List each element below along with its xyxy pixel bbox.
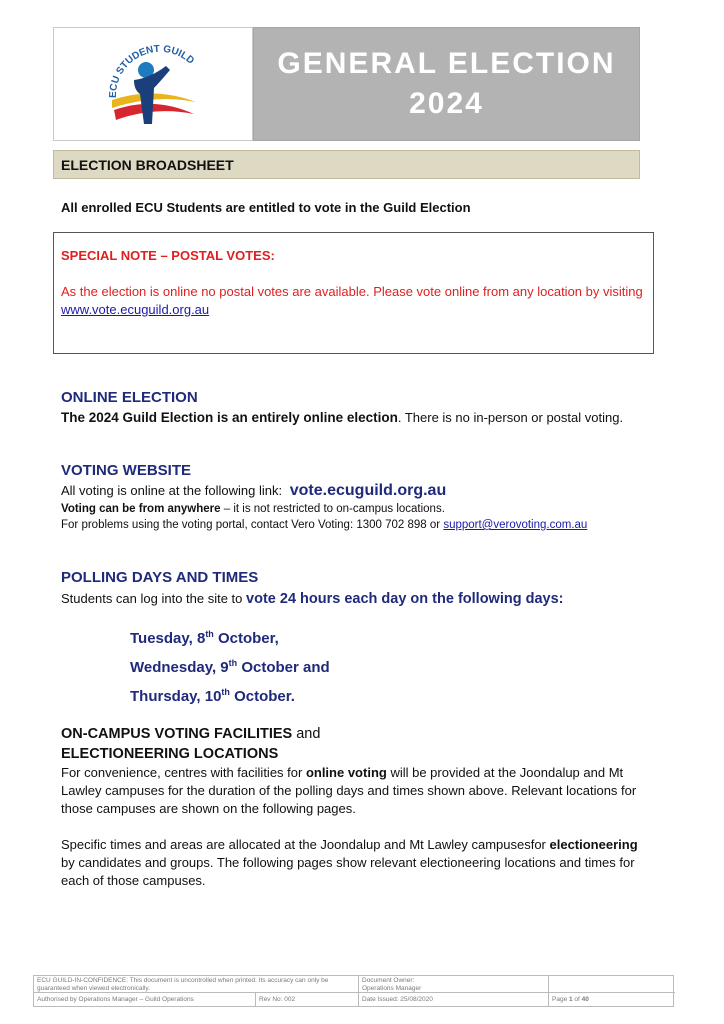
oncampus-para2: Specific times and areas are allocated at the Joondalup and Mt Lawley campusesfor electioneering by candidates and groups. The following pages show relevant electioneering locations and times for each of those campuses. — [61, 837, 638, 888]
special-note-body: As the election is online no postal votes are available. Please vote online from any location by visiting — [61, 284, 643, 299]
footer-issued: Date Issued: 25/08/2020 — [359, 992, 549, 1007]
online-election-bold: The 2024 Guild Election is an entirely online election — [61, 410, 398, 425]
online-election-heading: ONLINE ELECTION — [61, 389, 198, 406]
ecu-guild-logo — [54, 28, 252, 140]
polling-day-1: Tuesday, 8th October, — [130, 629, 279, 647]
footer-owner: Document Owner: Operations Manager — [359, 976, 549, 992]
polling-day-3: Thursday, 10th October. — [130, 687, 295, 705]
vote-link[interactable]: www.vote.ecuguild.org.au — [61, 302, 210, 317]
oncampus-heading2: ELECTIONEERING LOCATIONS — [61, 746, 279, 762]
oncampus-heading — [61, 724, 320, 744]
page-title-line2: 2024 — [409, 87, 484, 120]
polling-heading: POLLING DAYS AND TIMES — [61, 569, 259, 586]
electioneering-bold: electioneering — [549, 837, 638, 852]
polling-day-2: Wednesday, 9th October and — [130, 658, 330, 676]
voting-anywhere-rest: – it is not restricted to on-campus locations. — [220, 503, 445, 515]
voting-website-line3 — [61, 518, 701, 533]
voting-website-heading: VOTING WEBSITE — [61, 462, 192, 479]
polling-days — [130, 622, 330, 709]
voting-website-text: All voting is online at the following link: — [61, 483, 283, 498]
online-election-rest: . There is no in-person or postal voting. — [397, 410, 624, 425]
logo-box — [53, 27, 253, 141]
logo-text: ECU STUDENT GUILD — [107, 43, 197, 99]
footer-empty-cell — [549, 976, 675, 992]
footer-table — [33, 975, 674, 1007]
special-note-title: SPECIAL NOTE – POSTAL VOTES: — [61, 248, 275, 263]
support-text: For problems using the voting portal, contact Vero Voting: 1300 702 898 or — [61, 519, 441, 531]
footer-confidential: ECU GUILD-IN-CONFIDENCE: This document is uncontrolled when printed. Its accuracy can only be guaranteed when viewed electronically. — [34, 976, 359, 992]
online-election-text — [61, 409, 681, 427]
online-voting-bold: online voting — [305, 765, 387, 780]
title-box — [253, 27, 640, 141]
footer-rev: Rev No: 002 — [256, 992, 359, 1007]
oncampus-heading-rest: and — [292, 726, 321, 742]
voting-website-link[interactable]: vote.ecuguild.org.au — [289, 482, 447, 499]
polling-emphasis: vote 24 hours each day on the following days: — [246, 591, 564, 607]
footer-page-number: Page 1 of 40 — [549, 992, 675, 1007]
special-note-box — [53, 232, 654, 354]
oncampus-heading-bold: ON-CAMPUS VOTING FACILITIES — [61, 726, 293, 742]
polling-prefix: Students can log into the site to — [61, 591, 243, 606]
intro-text: All enrolled ECU Students are entitled to vote in the Guild Election — [61, 200, 471, 215]
footer-authorised: Authorised by Operations Manager – Guild Operations — [34, 992, 256, 1007]
voting-anywhere-bold: Voting can be from anywhere — [61, 503, 221, 515]
support-email-link[interactable]: support@verovoting.com.au — [443, 519, 588, 531]
voting-website-line2 — [61, 502, 445, 517]
oncampus-para1: For convenience, centres with facilities for online voting will be provided at the Joondalup and Mt Lawley campuses for the duration of the polling days and times shown above. Relevant locations for those campuses are shown on the following pages. — [61, 765, 637, 816]
special-note-text — [61, 283, 646, 319]
polling-line — [61, 590, 701, 608]
broadsheet-bar: ELECTION BROADSHEET — [53, 150, 640, 179]
voting-website-line1 — [61, 482, 701, 500]
page-title-line1: GENERAL ELECTION — [277, 47, 616, 80]
